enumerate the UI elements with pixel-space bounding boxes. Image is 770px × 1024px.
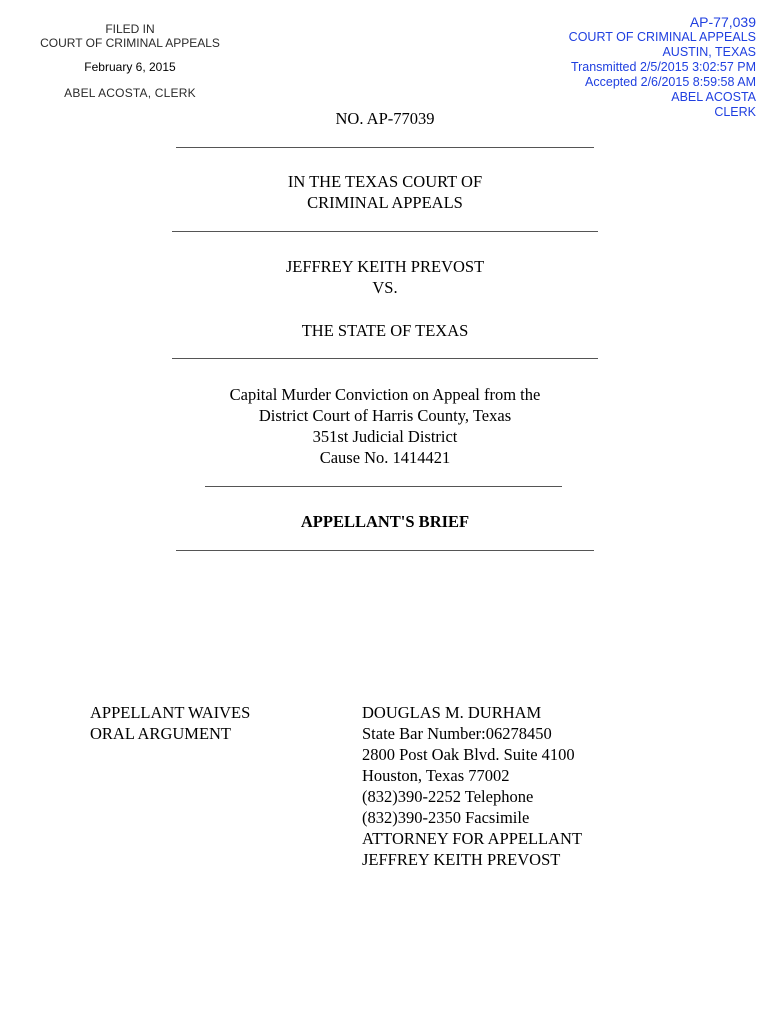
divider-1 (176, 147, 594, 148)
case-number: NO. AP-77039 (335, 109, 435, 128)
attorney-name: DOUGLAS M. DURHAM (362, 703, 542, 722)
divider-2 (172, 231, 598, 232)
appellant-name: JEFFREY KEITH PREVOST (285, 257, 485, 276)
stamp-court: COURT OF CRIMINAL APPEALS (568, 30, 756, 44)
filed-in-label: FILED IN (105, 22, 155, 36)
appellee-name: THE STATE OF TEXAS (301, 321, 469, 340)
appeal-line-4: Cause No. 1414421 (319, 448, 451, 467)
filing-stamp (30, 22, 230, 100)
divider-4 (205, 486, 562, 487)
stamp-accepted: Accepted 2/6/2015 8:59:58 AM (585, 75, 756, 89)
filing-court-label: COURT OF CRIMINAL APPEALS (40, 36, 220, 50)
divider-3 (172, 358, 598, 359)
court-line-2: CRIMINAL APPEALS (307, 193, 463, 212)
attorney-address-2: Houston, Texas 77002 (362, 766, 510, 785)
appeal-line-2: District Court of Harris County, Texas (258, 406, 512, 425)
attorney-bar-number: State Bar Number:06278450 (362, 724, 552, 743)
appeal-line-1: Capital Murder Conviction on Appeal from the (229, 385, 541, 404)
court-heading (0, 171, 770, 213)
attorney-client: JEFFREY KEITH PREVOST (362, 850, 561, 869)
stamp-clerk-name: ABEL ACOSTA (671, 90, 756, 104)
attorney-block (362, 702, 582, 870)
stamp-location: AUSTIN, TEXAS (662, 45, 756, 59)
filing-clerk: ABEL ACOSTA, CLERK (64, 86, 196, 100)
stamp-transmitted: Transmitted 2/5/2015 3:02:57 PM (570, 60, 756, 74)
parties (0, 256, 770, 298)
versus-label: VS. (372, 278, 398, 297)
stamp-clerk-title: CLERK (714, 105, 756, 119)
brief-title: APPELLANT'S BRIEF (300, 512, 470, 531)
waiver-line-1: APPELLANT WAIVES (90, 703, 251, 722)
attorney-role: ATTORNEY FOR APPELLANT (362, 829, 583, 848)
appeal-line-3: 351st Judicial District (312, 427, 458, 446)
attorney-telephone: (832)390-2252 Telephone (362, 787, 534, 806)
electronic-filing-stamp (496, 14, 756, 120)
appeal-description (0, 384, 770, 468)
divider-5 (176, 550, 594, 551)
stamp-case-number: AP-77,039 (689, 14, 756, 30)
oral-argument-waiver (90, 702, 250, 744)
filing-date: February 6, 2015 (84, 60, 176, 74)
waiver-line-2: ORAL ARGUMENT (90, 724, 232, 743)
court-line-1: IN THE TEXAS COURT OF (287, 172, 483, 191)
attorney-facsimile: (832)390-2350 Facsimile (362, 808, 530, 827)
attorney-address-1: 2800 Post Oak Blvd. Suite 4100 (362, 745, 575, 764)
